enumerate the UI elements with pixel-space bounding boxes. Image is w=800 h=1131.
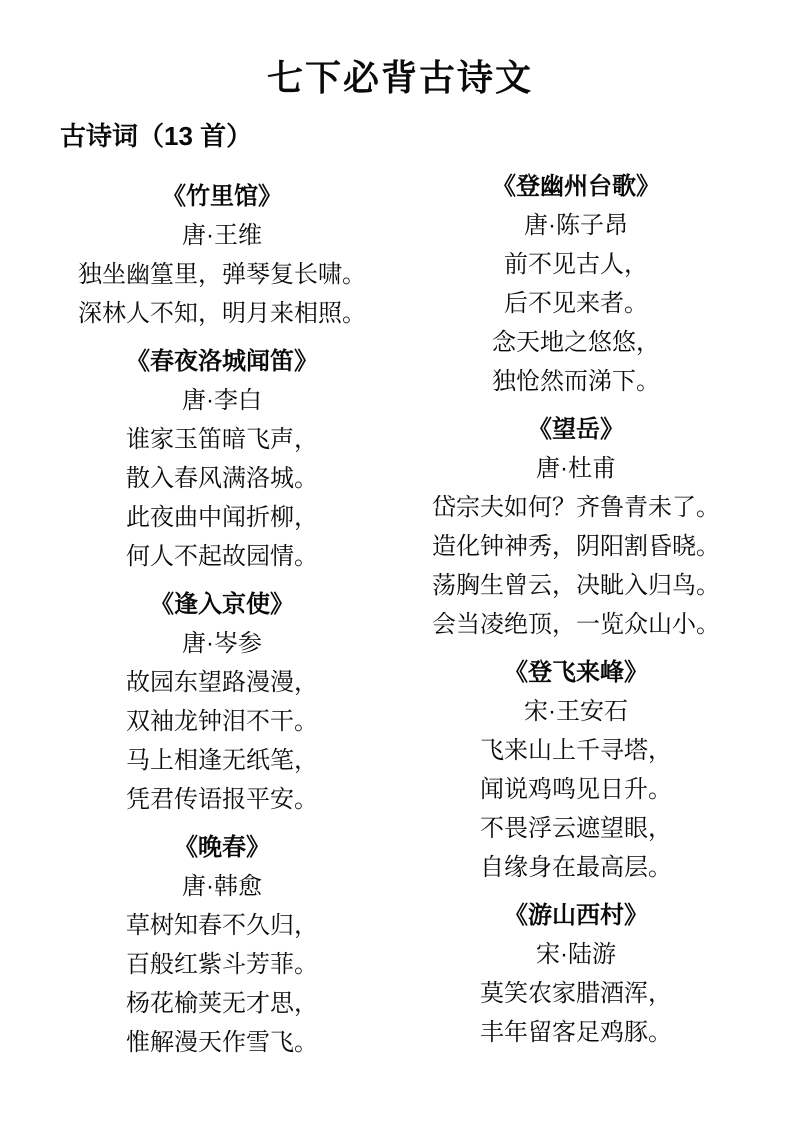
poem-feng-ru-jing-shi <box>40 585 404 819</box>
poem-wanchun <box>40 828 404 1062</box>
verse-line: 造化钟神秀，阴阳割昏晓。 <box>432 533 720 560</box>
verse-line: 深林人不知，明月来相照。 <box>78 300 366 327</box>
verse-line: 念天地之悠悠， <box>492 329 660 356</box>
poem-title: 《游山西村》 <box>504 902 648 929</box>
verse-line: 惟解漫天作雪飞。 <box>126 1029 318 1056</box>
verse-line: 谁家玉笛暗飞声， <box>126 426 318 453</box>
poem-title: 《春夜洛城闻笛》 <box>126 348 318 375</box>
poem-zhuliguan <box>40 177 404 333</box>
verse-line: 此夜曲中闻折柳， <box>126 504 318 531</box>
poem-you-shanxi-cun <box>390 896 762 1052</box>
poem-deng-feilai-feng <box>390 653 762 887</box>
poem-title: 《逢入京使》 <box>150 591 294 618</box>
poem-author: 唐·陈子昂 <box>524 212 628 239</box>
page-title: 七下必背古诗文 <box>266 57 533 98</box>
poem-title: 《望岳》 <box>528 416 624 443</box>
verse-line: 故园东望路漫漫， <box>126 669 318 696</box>
verse-line: 凭君传语报平安。 <box>126 786 318 813</box>
left-column <box>40 167 404 1071</box>
verse-line: 闻说鸡鸣见日升。 <box>480 776 672 803</box>
verse-line: 杨花榆荚无才思， <box>126 990 318 1017</box>
verse-line: 会当凌绝顶，一览众山小。 <box>432 611 720 638</box>
poem-deng-youzhou-tai-ge <box>390 167 762 401</box>
verse-line: 前不见古人， <box>504 251 648 278</box>
poem-author: 唐·韩愈 <box>182 873 262 900</box>
section-heading: 古诗词（13 首） <box>60 121 253 151</box>
poem-author: 唐·李白 <box>182 387 262 414</box>
verse-line: 莫笑农家腊酒浑， <box>480 980 672 1007</box>
verse-line: 岱宗夫如何？齐鲁青未了。 <box>432 494 720 521</box>
poem-chunye-luocheng-wendi <box>40 342 404 576</box>
verse-line: 马上相逢无纸笔， <box>126 747 318 774</box>
verse-line: 何人不起故园情。 <box>126 543 318 570</box>
poem-title: 《竹里馆》 <box>162 183 282 210</box>
poem-author: 唐·杜甫 <box>536 455 616 482</box>
verse-line: 荡胸生曾云，决眦入归鸟。 <box>432 572 720 599</box>
verse-line: 独坐幽篁里，弹琴复长啸。 <box>78 261 366 288</box>
poem-author: 宋·王安石 <box>524 698 628 725</box>
poem-title: 《晚春》 <box>174 834 270 861</box>
verse-line: 散入春风满洛城。 <box>126 465 318 492</box>
verse-line: 独怆然而涕下。 <box>492 368 660 395</box>
verse-line: 后不见来者。 <box>504 290 648 317</box>
poem-columns <box>0 167 800 1071</box>
poem-wangyue <box>390 410 762 644</box>
poem-title: 《登飞来峰》 <box>504 659 648 686</box>
right-column <box>390 167 762 1071</box>
verse-line: 自缘身在最高层。 <box>480 854 672 881</box>
poem-author: 宋·陆游 <box>536 941 616 968</box>
verse-line: 丰年留客足鸡豚。 <box>480 1019 672 1046</box>
verse-line: 不畏浮云遮望眼， <box>480 815 672 842</box>
poem-title: 《登幽州台歌》 <box>492 173 660 200</box>
verse-line: 草树知春不久归， <box>126 912 318 939</box>
verse-line: 百般红紫斗芳菲。 <box>126 951 318 978</box>
verse-line: 飞来山上千寻塔， <box>480 737 672 764</box>
poem-author: 唐·岑参 <box>182 630 262 657</box>
verse-line: 双袖龙钟泪不干。 <box>126 708 318 735</box>
poem-author: 唐·王维 <box>182 222 262 249</box>
